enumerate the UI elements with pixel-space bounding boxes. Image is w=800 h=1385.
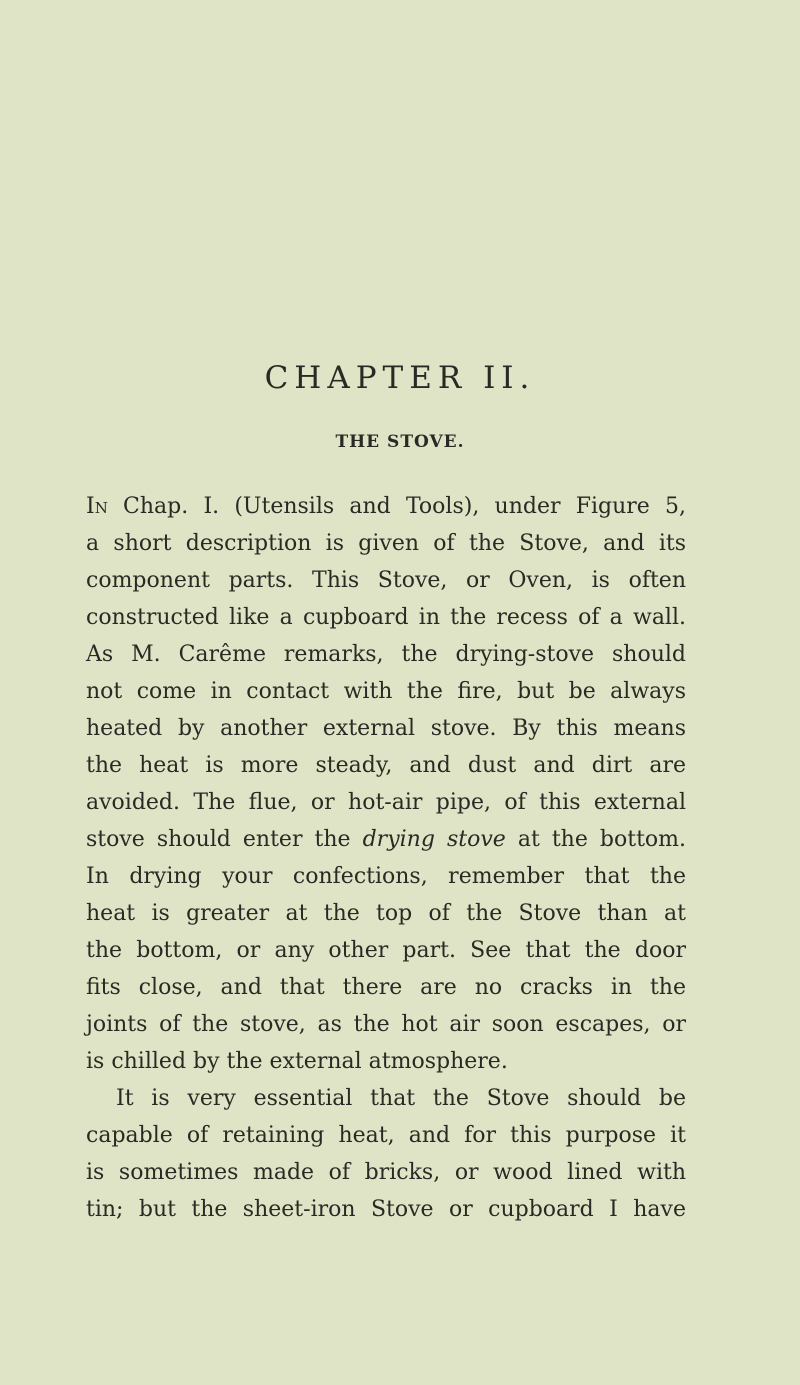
paragraph-1 — [86, 488, 686, 1080]
text-fragment: at the bottom. — [505, 827, 687, 852]
text-line: joints of the stove, as the hot air soon escapes, or — [86, 1012, 686, 1037]
text-line: fits close, and that there are no cracks in the — [86, 975, 686, 1000]
italic-term: drying stove — [362, 827, 506, 852]
text-line: constructed like a cupboard in the recess of a wall. — [86, 605, 686, 630]
text-line: It is very essential that the Stove should be — [116, 1086, 686, 1111]
section-title: THE STOVE. — [335, 432, 465, 452]
text-line: tin; but the sheet-iron Stove or cupboard I have — [86, 1197, 686, 1222]
text-line: is sometimes made of bricks, or wood lined with — [86, 1160, 686, 1185]
text-line: component parts. This Stove, or Oven, is often — [86, 568, 686, 593]
text-line: the bottom, or any other part. See that the door — [86, 938, 686, 963]
text-fragment: stove should enter the — [86, 827, 363, 852]
text-fragment: Chap. I. (Utensils and Tools), under Figure 5, — [107, 494, 686, 519]
chapter-heading: CHAPTER II. — [264, 360, 536, 396]
text-line: a short description is given of the Stove, and its — [86, 531, 686, 556]
text-line: capable of retaining heat, and for this purpose it — [86, 1123, 686, 1148]
text-line: avoided. The flue, or hot-air pipe, of this external — [86, 790, 686, 815]
text-line: As M. Carême remarks, the drying-stove should — [86, 642, 686, 667]
text-line — [86, 488, 686, 525]
text-line: heated by another external stove. By this means — [86, 716, 686, 741]
body-text — [86, 488, 686, 1228]
text-line: the heat is more steady, and dust and dirt are — [86, 753, 686, 778]
text-line: In drying your confections, remember that the — [86, 864, 686, 889]
text-line — [86, 821, 686, 858]
paragraph-2 — [86, 1080, 686, 1228]
text-line: is chilled by the external atmosphere. — [86, 1049, 508, 1074]
text-line: heat is greater at the top of the Stove than at — [86, 901, 686, 926]
text-line: not come in contact with the fire, but be always — [86, 679, 686, 704]
lead-word: In — [86, 494, 108, 519]
